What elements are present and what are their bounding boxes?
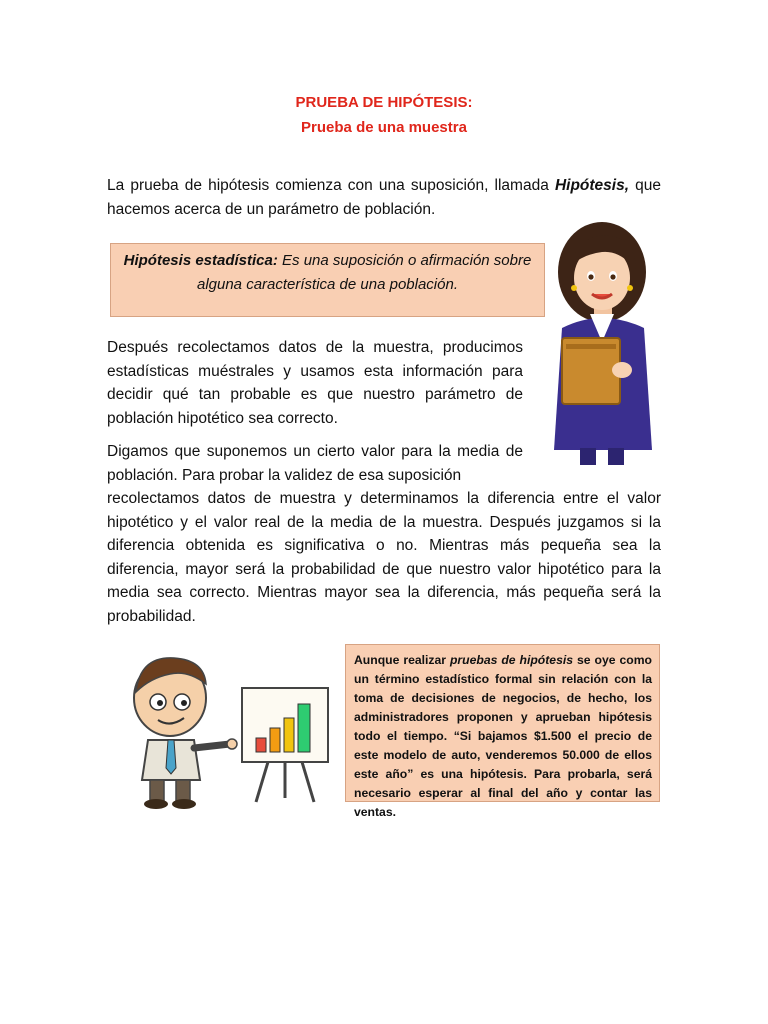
intro-emphasis: Hipótesis, — [554, 177, 630, 194]
note-text-2: se oye como un término estadístico formal sin relación con la toma de decisiones de negocios, de hecho, los administradores proponen y aprueban hipótesis todo el tiempo. “Si bajamos $1.500 el precio de este modelo de auto, venderemos 50.000 de ellos este año” es una hipótesis. Para probarla, será necesario esperar al final del año y contar las ventas. — [354, 653, 652, 819]
businessman-chart-illustration — [118, 640, 348, 810]
paragraph-3-start: Digamos que suponemos un cierto valor para la media de población. Para probar la validez de esa suposición — [107, 443, 523, 484]
intro-text-2: que hacemos acerca de un parámetro de población. — [107, 177, 661, 218]
page-subtitle: Prueba de una muestra — [301, 119, 467, 136]
example-note-box — [345, 644, 660, 819]
page-title: PRUEBA DE HIPÓTESIS: — [295, 94, 473, 111]
note-text-1: Aunque realizar — [354, 653, 450, 667]
intro-text-1: La prueba de hipótesis comienza con una suposición, llamada — [107, 177, 555, 194]
definition-text: Es una suposición o afirmación sobre alguna característica de una población. — [196, 252, 532, 293]
paragraph-3-rest: recolectamos datos de muestra y determinamos la diferencia entre el valor hipotético y el valor real de la media de la muestra. Después juzgamos si la diferencia obtenida es significativa o no. Mientras más pequeña sea la diferencia, mayor será la probabilidad de que nuestro valor hipotético para la media sea correcto. Mientras mayor sea la diferencia, más pequeña será la probabilidad. — [107, 490, 661, 625]
note-emphasis: pruebas de hipótesis — [449, 653, 574, 667]
definition-term: Hipótesis estadística: — [123, 252, 278, 269]
paragraph-2: Después recolectamos datos de la muestra, producimos estadísticas muéstrales y usamos esta información para decidir qué tan probable es que nuestro parámetro de población hipotético sea correcto. — [107, 339, 523, 427]
businesswoman-illustration — [540, 210, 670, 465]
definition-box — [110, 243, 545, 317]
